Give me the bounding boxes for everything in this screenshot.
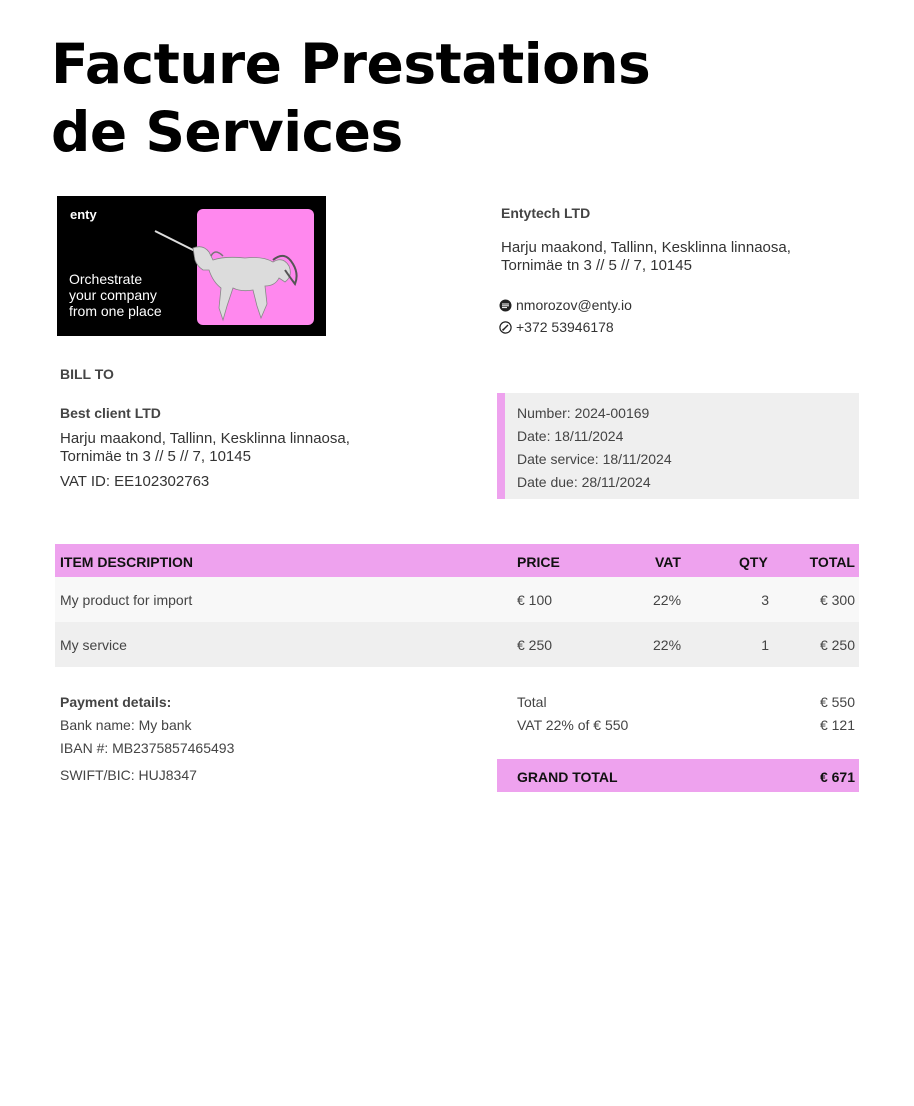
- item-total: € 250: [819, 637, 855, 653]
- grand-total-label: GRAND TOTAL: [517, 769, 618, 785]
- payment-bank: Bank name: My bank: [60, 717, 192, 733]
- company-banner: [57, 196, 326, 336]
- seller-phone[interactable]: [499, 319, 614, 335]
- total-label: Total: [517, 694, 547, 710]
- email-icon: [499, 299, 512, 312]
- items-table-header: [55, 544, 859, 577]
- address-line: Harju maakond, Tallinn, Kesklinna linnaosa,: [501, 239, 791, 256]
- item-price: € 250: [517, 637, 553, 653]
- client-name: Best client LTD: [60, 405, 161, 421]
- address-line: Harju maakond, Tallinn, Kesklinna linnaosa,: [60, 430, 350, 447]
- header-price: PRICE: [517, 554, 560, 570]
- vat-label: VAT 22% of € 550: [517, 717, 629, 733]
- address-line: Tornimäe tn 3 // 5 // 7, 10145: [60, 448, 251, 465]
- seller-info: [501, 205, 791, 275]
- item-description: My product for import: [60, 592, 193, 608]
- payment-heading: Payment details:: [60, 694, 172, 710]
- phone-icon: [499, 321, 512, 334]
- total-value: € 550: [819, 694, 855, 710]
- payment-swift: SWIFT/BIC: HUJ8347: [60, 767, 197, 783]
- client-address: [60, 430, 350, 466]
- table-row: [55, 622, 859, 667]
- invoice-date: Date: 18/11/2024: [517, 428, 624, 444]
- item-qty: 3: [761, 592, 769, 608]
- item-price: € 100: [517, 592, 553, 608]
- item-qty: 1: [761, 637, 769, 653]
- title-line-1: Facture Prestations: [51, 32, 651, 96]
- invoice-meta-box: [497, 393, 859, 499]
- item-vat: 22%: [653, 637, 682, 653]
- phone-text: +372 53946178: [516, 319, 614, 335]
- grand-total-bar: [497, 759, 859, 792]
- item-total: € 300: [819, 592, 855, 608]
- invoice-due-date: Date due: 28/11/2024: [517, 474, 651, 490]
- tagline-line: Orchestrate: [69, 271, 143, 287]
- unicorn-illustration: [153, 226, 313, 326]
- tagline-line: from one place: [69, 303, 162, 319]
- brand-logo: enty: [70, 207, 97, 222]
- invoice-service-date: Date service: 18/11/2024: [517, 451, 672, 467]
- header-description: ITEM DESCRIPTION: [60, 554, 194, 570]
- payment-iban: IBAN #: MB2375857465493: [60, 740, 235, 756]
- header-qty: QTY: [739, 554, 768, 570]
- invoice-number: Number: 2024-00169: [517, 405, 650, 421]
- address-line: Tornimäe tn 3 // 5 // 7, 10145: [501, 257, 692, 274]
- item-vat: 22%: [653, 592, 682, 608]
- grand-total-value: € 671: [819, 769, 855, 785]
- header-total: TOTAL: [809, 554, 855, 570]
- title-line-2: de Services: [51, 100, 403, 164]
- email-text: nmorozov@enty.io: [516, 297, 632, 313]
- bill-to-label: BILL TO: [60, 366, 114, 382]
- seller-address: [501, 239, 791, 275]
- header-vat: VAT: [655, 554, 681, 570]
- banner-tagline: [69, 271, 162, 319]
- table-row: [55, 577, 859, 622]
- client-vat-id: VAT ID: EE102302763: [60, 473, 210, 490]
- seller-name: Entytech LTD: [501, 205, 591, 221]
- tagline-line: your company: [69, 287, 157, 303]
- item-description: My service: [60, 637, 127, 653]
- seller-email[interactable]: [499, 297, 632, 313]
- vat-value: € 121: [819, 717, 855, 733]
- page-title: [51, 30, 650, 166]
